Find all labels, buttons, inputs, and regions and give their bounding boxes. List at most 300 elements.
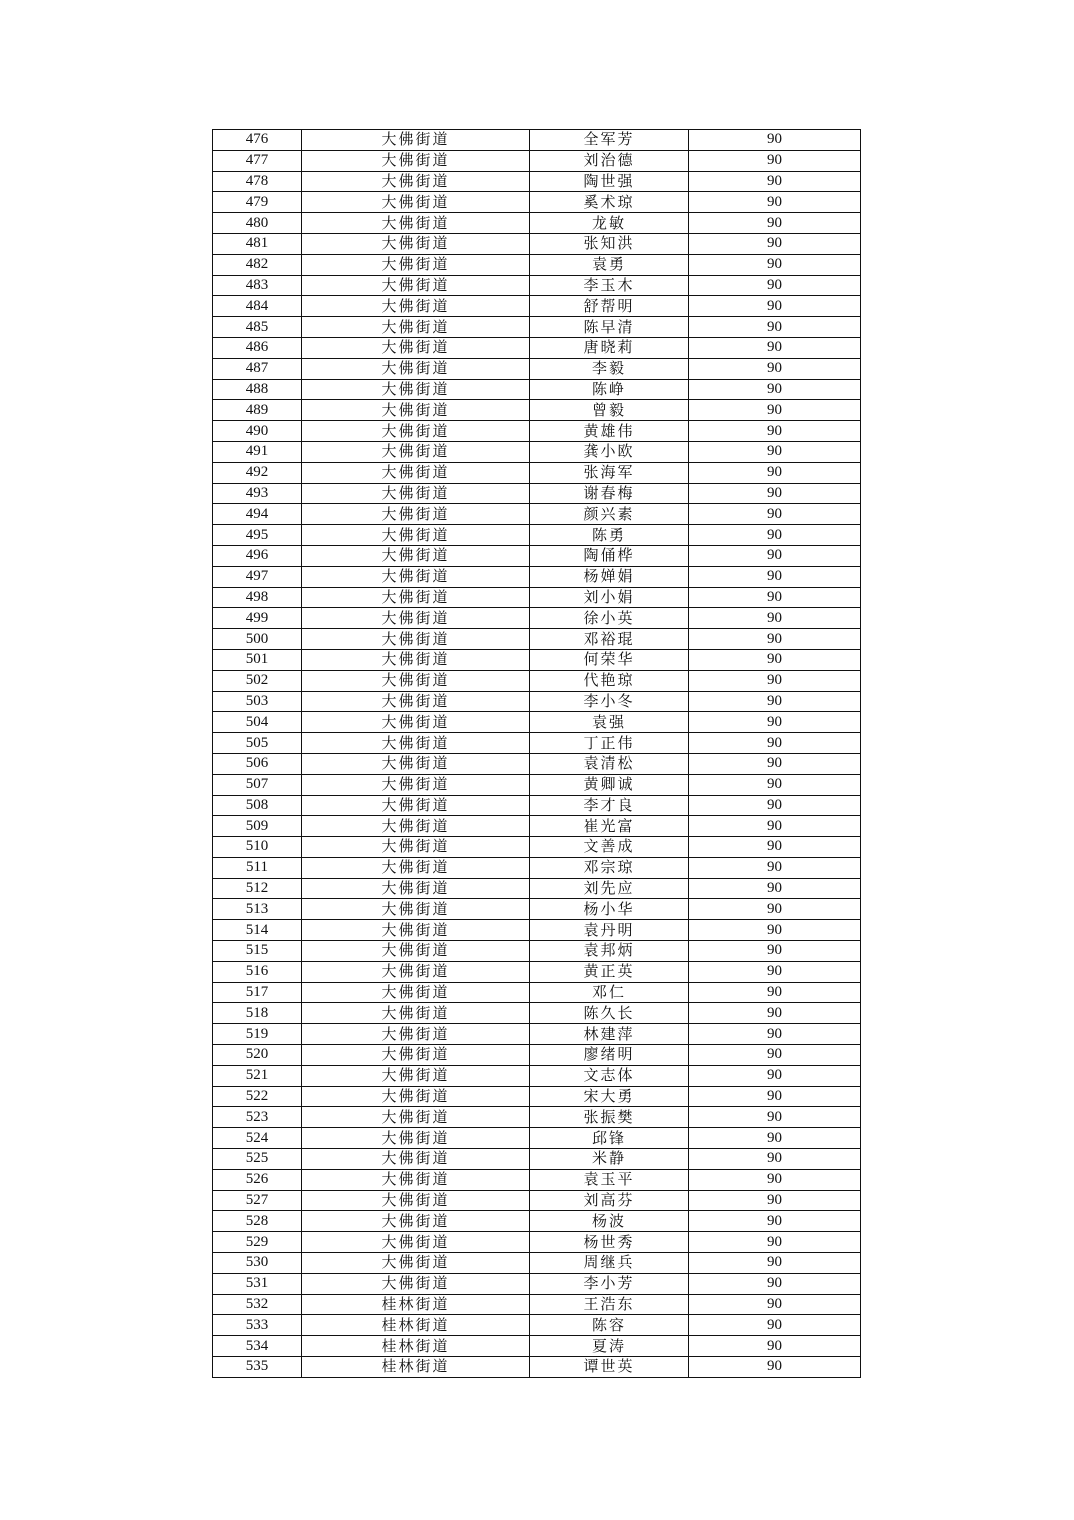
street-cell: 大佛街道 bbox=[302, 1149, 530, 1170]
person-name-cell: 袁玉平 bbox=[530, 1169, 689, 1190]
score-cell: 90 bbox=[689, 1128, 861, 1149]
street-cell: 大佛街道 bbox=[302, 878, 530, 899]
table-row bbox=[213, 566, 861, 587]
person-name-cell: 刘先应 bbox=[530, 878, 689, 899]
row-number-cell: 484 bbox=[213, 296, 302, 317]
table-row bbox=[213, 1169, 861, 1190]
score-cell: 90 bbox=[689, 920, 861, 941]
table-row bbox=[213, 1149, 861, 1170]
row-number-cell: 514 bbox=[213, 920, 302, 941]
score-cell: 90 bbox=[689, 1253, 861, 1274]
score-cell: 90 bbox=[689, 358, 861, 379]
person-name-cell: 陈勇 bbox=[530, 525, 689, 546]
street-cell: 大佛街道 bbox=[302, 421, 530, 442]
score-cell: 90 bbox=[689, 857, 861, 878]
score-cell: 90 bbox=[689, 462, 861, 483]
score-cell: 90 bbox=[689, 171, 861, 192]
person-name-cell: 丁正伟 bbox=[530, 733, 689, 754]
row-number-cell: 496 bbox=[213, 545, 302, 566]
row-number-cell: 516 bbox=[213, 961, 302, 982]
table-row bbox=[213, 275, 861, 296]
table-row bbox=[213, 1232, 861, 1253]
person-name-cell: 陶俑桦 bbox=[530, 545, 689, 566]
score-cell: 90 bbox=[689, 400, 861, 421]
table-row bbox=[213, 1128, 861, 1149]
table-row bbox=[213, 192, 861, 213]
street-cell: 大佛街道 bbox=[302, 753, 530, 774]
score-cell: 90 bbox=[689, 421, 861, 442]
table-row bbox=[213, 1107, 861, 1128]
row-number-cell: 521 bbox=[213, 1065, 302, 1086]
row-number-cell: 534 bbox=[213, 1336, 302, 1357]
person-name-cell: 杨小华 bbox=[530, 899, 689, 920]
row-number-cell: 535 bbox=[213, 1357, 302, 1378]
person-name-cell: 刘治德 bbox=[530, 150, 689, 171]
score-cell: 90 bbox=[689, 629, 861, 650]
row-number-cell: 506 bbox=[213, 753, 302, 774]
street-cell: 大佛街道 bbox=[302, 1086, 530, 1107]
row-number-cell: 495 bbox=[213, 525, 302, 546]
row-number-cell: 476 bbox=[213, 130, 302, 151]
table-row bbox=[213, 670, 861, 691]
person-name-cell: 唐晓莉 bbox=[530, 337, 689, 358]
street-cell: 大佛街道 bbox=[302, 1273, 530, 1294]
score-cell: 90 bbox=[689, 150, 861, 171]
score-cell: 90 bbox=[689, 795, 861, 816]
score-cell: 90 bbox=[689, 1065, 861, 1086]
person-name-cell: 全军芳 bbox=[530, 130, 689, 151]
score-cell: 90 bbox=[689, 1315, 861, 1336]
person-name-cell: 王浩东 bbox=[530, 1294, 689, 1315]
table-row bbox=[213, 130, 861, 151]
table-row bbox=[213, 920, 861, 941]
person-name-cell: 奚术琼 bbox=[530, 192, 689, 213]
table-row bbox=[213, 982, 861, 1003]
row-number-cell: 478 bbox=[213, 171, 302, 192]
row-number-cell: 515 bbox=[213, 941, 302, 962]
table-row bbox=[213, 629, 861, 650]
person-name-cell: 代艳琼 bbox=[530, 670, 689, 691]
row-number-cell: 494 bbox=[213, 504, 302, 525]
score-cell: 90 bbox=[689, 691, 861, 712]
street-cell: 大佛街道 bbox=[302, 1253, 530, 1274]
score-cell: 90 bbox=[689, 1169, 861, 1190]
street-cell: 大佛街道 bbox=[302, 691, 530, 712]
person-name-cell: 陶世强 bbox=[530, 171, 689, 192]
street-cell: 大佛街道 bbox=[302, 296, 530, 317]
person-name-cell: 邓裕琨 bbox=[530, 629, 689, 650]
person-name-cell: 夏涛 bbox=[530, 1336, 689, 1357]
score-cell: 90 bbox=[689, 296, 861, 317]
score-cell: 90 bbox=[689, 213, 861, 234]
row-number-cell: 522 bbox=[213, 1086, 302, 1107]
person-name-cell: 宋大勇 bbox=[530, 1086, 689, 1107]
row-number-cell: 487 bbox=[213, 358, 302, 379]
street-cell: 大佛街道 bbox=[302, 400, 530, 421]
row-number-cell: 531 bbox=[213, 1273, 302, 1294]
street-cell: 大佛街道 bbox=[302, 317, 530, 338]
person-name-cell: 李小芳 bbox=[530, 1273, 689, 1294]
person-name-cell: 文善成 bbox=[530, 837, 689, 858]
score-cell: 90 bbox=[689, 816, 861, 837]
score-cell: 90 bbox=[689, 1003, 861, 1024]
score-cell: 90 bbox=[689, 275, 861, 296]
table-row bbox=[213, 462, 861, 483]
row-number-cell: 505 bbox=[213, 733, 302, 754]
row-number-cell: 498 bbox=[213, 587, 302, 608]
table-row bbox=[213, 816, 861, 837]
street-cell: 大佛街道 bbox=[302, 462, 530, 483]
street-cell: 大佛街道 bbox=[302, 1211, 530, 1232]
score-cell: 90 bbox=[689, 1211, 861, 1232]
score-cell: 90 bbox=[689, 1190, 861, 1211]
table-row bbox=[213, 753, 861, 774]
row-number-cell: 526 bbox=[213, 1169, 302, 1190]
person-name-cell: 龙敏 bbox=[530, 213, 689, 234]
row-number-cell: 510 bbox=[213, 837, 302, 858]
street-cell: 大佛街道 bbox=[302, 504, 530, 525]
table-row bbox=[213, 337, 861, 358]
person-name-cell: 廖绪明 bbox=[530, 1045, 689, 1066]
street-cell: 大佛街道 bbox=[302, 171, 530, 192]
street-cell: 大佛街道 bbox=[302, 774, 530, 795]
street-cell: 大佛街道 bbox=[302, 130, 530, 151]
person-name-cell: 杨世秀 bbox=[530, 1232, 689, 1253]
score-cell: 90 bbox=[689, 1045, 861, 1066]
street-cell: 大佛街道 bbox=[302, 1128, 530, 1149]
score-cell: 90 bbox=[689, 1294, 861, 1315]
score-cell: 90 bbox=[689, 712, 861, 733]
table-row bbox=[213, 254, 861, 275]
street-cell: 大佛街道 bbox=[302, 795, 530, 816]
table-row bbox=[213, 608, 861, 629]
street-cell: 大佛街道 bbox=[302, 670, 530, 691]
street-cell: 大佛街道 bbox=[302, 358, 530, 379]
table-row bbox=[213, 317, 861, 338]
score-cell: 90 bbox=[689, 254, 861, 275]
score-cell: 90 bbox=[689, 753, 861, 774]
person-name-cell: 刘高芬 bbox=[530, 1190, 689, 1211]
person-name-cell: 邓仁 bbox=[530, 982, 689, 1003]
street-cell: 大佛街道 bbox=[302, 1169, 530, 1190]
table-row bbox=[213, 587, 861, 608]
person-name-cell: 李毅 bbox=[530, 358, 689, 379]
person-name-cell: 张振樊 bbox=[530, 1107, 689, 1128]
table-row bbox=[213, 483, 861, 504]
street-cell: 大佛街道 bbox=[302, 712, 530, 733]
row-number-cell: 509 bbox=[213, 816, 302, 837]
table-row bbox=[213, 1086, 861, 1107]
row-number-cell: 483 bbox=[213, 275, 302, 296]
person-name-cell: 舒帮明 bbox=[530, 296, 689, 317]
row-number-cell: 529 bbox=[213, 1232, 302, 1253]
row-number-cell: 502 bbox=[213, 670, 302, 691]
roster-table bbox=[212, 129, 861, 1378]
score-cell: 90 bbox=[689, 1086, 861, 1107]
table-row bbox=[213, 1315, 861, 1336]
street-cell: 大佛街道 bbox=[302, 1232, 530, 1253]
table-row bbox=[213, 1190, 861, 1211]
row-number-cell: 489 bbox=[213, 400, 302, 421]
table-row bbox=[213, 837, 861, 858]
street-cell: 大佛街道 bbox=[302, 587, 530, 608]
person-name-cell: 杨婵娟 bbox=[530, 566, 689, 587]
table-row bbox=[213, 857, 861, 878]
table-row bbox=[213, 712, 861, 733]
score-cell: 90 bbox=[689, 317, 861, 338]
person-name-cell: 袁勇 bbox=[530, 254, 689, 275]
row-number-cell: 481 bbox=[213, 233, 302, 254]
person-name-cell: 张知洪 bbox=[530, 233, 689, 254]
street-cell: 大佛街道 bbox=[302, 837, 530, 858]
street-cell: 大佛街道 bbox=[302, 566, 530, 587]
score-cell: 90 bbox=[689, 1149, 861, 1170]
table-row bbox=[213, 1253, 861, 1274]
street-cell: 大佛街道 bbox=[302, 1190, 530, 1211]
table-row bbox=[213, 1065, 861, 1086]
table-row bbox=[213, 1273, 861, 1294]
street-cell: 大佛街道 bbox=[302, 629, 530, 650]
street-cell: 大佛街道 bbox=[302, 1107, 530, 1128]
person-name-cell: 李玉木 bbox=[530, 275, 689, 296]
row-number-cell: 517 bbox=[213, 982, 302, 1003]
score-cell: 90 bbox=[689, 233, 861, 254]
street-cell: 大佛街道 bbox=[302, 275, 530, 296]
table-row bbox=[213, 1003, 861, 1024]
score-cell: 90 bbox=[689, 941, 861, 962]
table-row bbox=[213, 213, 861, 234]
row-number-cell: 499 bbox=[213, 608, 302, 629]
row-number-cell: 503 bbox=[213, 691, 302, 712]
score-cell: 90 bbox=[689, 337, 861, 358]
person-name-cell: 黄卿诚 bbox=[530, 774, 689, 795]
street-cell: 大佛街道 bbox=[302, 961, 530, 982]
score-cell: 90 bbox=[689, 483, 861, 504]
table-row bbox=[213, 504, 861, 525]
score-cell: 90 bbox=[689, 608, 861, 629]
person-name-cell: 文志体 bbox=[530, 1065, 689, 1086]
street-cell: 大佛街道 bbox=[302, 1003, 530, 1024]
row-number-cell: 528 bbox=[213, 1211, 302, 1232]
street-cell: 大佛街道 bbox=[302, 608, 530, 629]
score-cell: 90 bbox=[689, 878, 861, 899]
score-cell: 90 bbox=[689, 1024, 861, 1045]
table-row bbox=[213, 525, 861, 546]
score-cell: 90 bbox=[689, 566, 861, 587]
table-row bbox=[213, 733, 861, 754]
score-cell: 90 bbox=[689, 649, 861, 670]
street-cell: 大佛街道 bbox=[302, 733, 530, 754]
street-cell: 大佛街道 bbox=[302, 150, 530, 171]
person-name-cell: 曾毅 bbox=[530, 400, 689, 421]
street-cell: 大佛街道 bbox=[302, 816, 530, 837]
person-name-cell: 邱锋 bbox=[530, 1128, 689, 1149]
row-number-cell: 482 bbox=[213, 254, 302, 275]
score-cell: 90 bbox=[689, 504, 861, 525]
table-row bbox=[213, 1045, 861, 1066]
table-row bbox=[213, 941, 861, 962]
person-name-cell: 袁邦炳 bbox=[530, 941, 689, 962]
score-cell: 90 bbox=[689, 733, 861, 754]
row-number-cell: 513 bbox=[213, 899, 302, 920]
person-name-cell: 李才良 bbox=[530, 795, 689, 816]
row-number-cell: 488 bbox=[213, 379, 302, 400]
street-cell: 大佛街道 bbox=[302, 857, 530, 878]
person-name-cell: 林建萍 bbox=[530, 1024, 689, 1045]
score-cell: 90 bbox=[689, 441, 861, 462]
street-cell: 大佛街道 bbox=[302, 525, 530, 546]
row-number-cell: 480 bbox=[213, 213, 302, 234]
person-name-cell: 米静 bbox=[530, 1149, 689, 1170]
person-name-cell: 邓宗琼 bbox=[530, 857, 689, 878]
score-cell: 90 bbox=[689, 525, 861, 546]
row-number-cell: 490 bbox=[213, 421, 302, 442]
score-cell: 90 bbox=[689, 192, 861, 213]
row-number-cell: 477 bbox=[213, 150, 302, 171]
row-number-cell: 507 bbox=[213, 774, 302, 795]
street-cell: 桂林街道 bbox=[302, 1315, 530, 1336]
row-number-cell: 527 bbox=[213, 1190, 302, 1211]
street-cell: 大佛街道 bbox=[302, 920, 530, 941]
score-cell: 90 bbox=[689, 670, 861, 691]
score-cell: 90 bbox=[689, 1273, 861, 1294]
row-number-cell: 500 bbox=[213, 629, 302, 650]
person-name-cell: 陈早清 bbox=[530, 317, 689, 338]
score-cell: 90 bbox=[689, 130, 861, 151]
person-name-cell: 黄雄伟 bbox=[530, 421, 689, 442]
street-cell: 大佛街道 bbox=[302, 379, 530, 400]
table-row bbox=[213, 421, 861, 442]
street-cell: 大佛街道 bbox=[302, 233, 530, 254]
table-row bbox=[213, 379, 861, 400]
table-row bbox=[213, 150, 861, 171]
street-cell: 桂林街道 bbox=[302, 1336, 530, 1357]
person-name-cell: 袁丹明 bbox=[530, 920, 689, 941]
row-number-cell: 501 bbox=[213, 649, 302, 670]
person-name-cell: 徐小英 bbox=[530, 608, 689, 629]
row-number-cell: 518 bbox=[213, 1003, 302, 1024]
row-number-cell: 497 bbox=[213, 566, 302, 587]
table-row bbox=[213, 961, 861, 982]
row-number-cell: 511 bbox=[213, 857, 302, 878]
row-number-cell: 520 bbox=[213, 1045, 302, 1066]
street-cell: 大佛街道 bbox=[302, 982, 530, 1003]
table-row bbox=[213, 358, 861, 379]
score-cell: 90 bbox=[689, 545, 861, 566]
person-name-cell: 陈久长 bbox=[530, 1003, 689, 1024]
score-cell: 90 bbox=[689, 1357, 861, 1378]
row-number-cell: 532 bbox=[213, 1294, 302, 1315]
street-cell: 大佛街道 bbox=[302, 545, 530, 566]
row-number-cell: 523 bbox=[213, 1107, 302, 1128]
street-cell: 大佛街道 bbox=[302, 649, 530, 670]
street-cell: 大佛街道 bbox=[302, 1045, 530, 1066]
table-row bbox=[213, 400, 861, 421]
person-name-cell: 颜兴素 bbox=[530, 504, 689, 525]
street-cell: 大佛街道 bbox=[302, 254, 530, 275]
row-number-cell: 492 bbox=[213, 462, 302, 483]
person-name-cell: 谢春梅 bbox=[530, 483, 689, 504]
row-number-cell: 530 bbox=[213, 1253, 302, 1274]
score-cell: 90 bbox=[689, 379, 861, 400]
table-row bbox=[213, 899, 861, 920]
score-cell: 90 bbox=[689, 1107, 861, 1128]
row-number-cell: 519 bbox=[213, 1024, 302, 1045]
table-row bbox=[213, 1024, 861, 1045]
person-name-cell: 陈峥 bbox=[530, 379, 689, 400]
row-number-cell: 491 bbox=[213, 441, 302, 462]
table-row bbox=[213, 1211, 861, 1232]
score-cell: 90 bbox=[689, 1336, 861, 1357]
row-number-cell: 533 bbox=[213, 1315, 302, 1336]
score-cell: 90 bbox=[689, 982, 861, 1003]
row-number-cell: 508 bbox=[213, 795, 302, 816]
table-row bbox=[213, 691, 861, 712]
row-number-cell: 486 bbox=[213, 337, 302, 358]
table-row bbox=[213, 171, 861, 192]
score-cell: 90 bbox=[689, 837, 861, 858]
score-cell: 90 bbox=[689, 1232, 861, 1253]
row-number-cell: 485 bbox=[213, 317, 302, 338]
score-cell: 90 bbox=[689, 961, 861, 982]
table-row bbox=[213, 233, 861, 254]
person-name-cell: 刘小娟 bbox=[530, 587, 689, 608]
table-row bbox=[213, 296, 861, 317]
score-cell: 90 bbox=[689, 587, 861, 608]
person-name-cell: 何荣华 bbox=[530, 649, 689, 670]
street-cell: 大佛街道 bbox=[302, 941, 530, 962]
row-number-cell: 479 bbox=[213, 192, 302, 213]
table-row bbox=[213, 1357, 861, 1378]
person-name-cell: 袁清松 bbox=[530, 753, 689, 774]
street-cell: 大佛街道 bbox=[302, 483, 530, 504]
table-row bbox=[213, 649, 861, 670]
score-cell: 90 bbox=[689, 899, 861, 920]
score-cell: 90 bbox=[689, 774, 861, 795]
person-name-cell: 陈容 bbox=[530, 1315, 689, 1336]
street-cell: 大佛街道 bbox=[302, 337, 530, 358]
table-row bbox=[213, 774, 861, 795]
street-cell: 大佛街道 bbox=[302, 1024, 530, 1045]
table-row bbox=[213, 795, 861, 816]
person-name-cell: 李小冬 bbox=[530, 691, 689, 712]
table-row bbox=[213, 1336, 861, 1357]
row-number-cell: 493 bbox=[213, 483, 302, 504]
person-name-cell: 龚小欧 bbox=[530, 441, 689, 462]
row-number-cell: 524 bbox=[213, 1128, 302, 1149]
street-cell: 桂林街道 bbox=[302, 1357, 530, 1378]
street-cell: 大佛街道 bbox=[302, 192, 530, 213]
person-name-cell: 谭世英 bbox=[530, 1357, 689, 1378]
row-number-cell: 504 bbox=[213, 712, 302, 733]
person-name-cell: 袁强 bbox=[530, 712, 689, 733]
street-cell: 大佛街道 bbox=[302, 899, 530, 920]
roster-table-body bbox=[213, 130, 861, 1378]
person-name-cell: 崔光富 bbox=[530, 816, 689, 837]
table-row bbox=[213, 441, 861, 462]
table-row bbox=[213, 1294, 861, 1315]
street-cell: 大佛街道 bbox=[302, 1065, 530, 1086]
row-number-cell: 525 bbox=[213, 1149, 302, 1170]
person-name-cell: 黄正英 bbox=[530, 961, 689, 982]
street-cell: 桂林街道 bbox=[302, 1294, 530, 1315]
street-cell: 大佛街道 bbox=[302, 441, 530, 462]
person-name-cell: 杨波 bbox=[530, 1211, 689, 1232]
street-cell: 大佛街道 bbox=[302, 213, 530, 234]
person-name-cell: 张海军 bbox=[530, 462, 689, 483]
table-row bbox=[213, 545, 861, 566]
table-row bbox=[213, 878, 861, 899]
